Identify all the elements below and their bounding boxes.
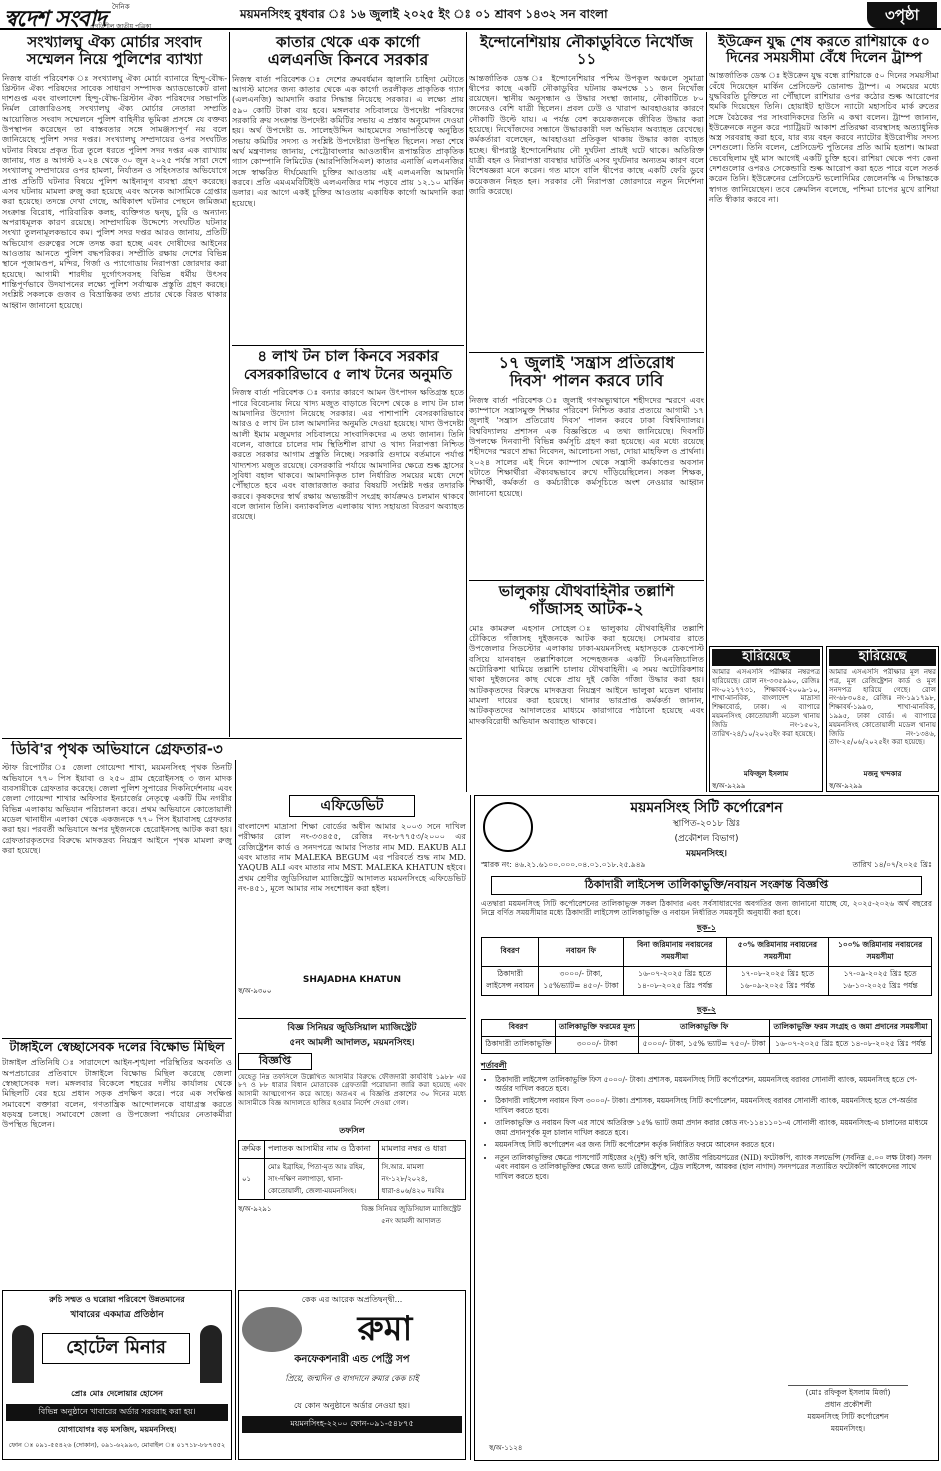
ad-address: ময়মনসিংহ-২২০০ ফোন-০৯১-৫৪৮৭৫ [242, 1416, 462, 1433]
table-cell: ৩০০০/- টাকা, ১৫%ভ্যাট= ৪৫০/- টাকা [539, 966, 624, 995]
hotel-name: হোটেল মিনার [42, 1333, 190, 1364]
ad-order: যে কোন অনুষ্ঠানে অর্ডার নেওয়া হয়। [294, 1401, 410, 1410]
article-indonesia-boat [469, 34, 704, 352]
col-header: ক্রমিক [239, 1140, 265, 1158]
ad-body: আমার এসএসসি পরীক্ষার মূল নম্বর পত্র, মূল রেজিষ্ট্রেশন কার্ড ও মূল সনদপত্র হারিয়ে গেছে। রোল নং-৬৮৩০৪৫, রেজিঃ নং-১৯১৭৯৮, শিক্ষাবর্ষ-১৯৯৩, শাখা-মানবিক, ১৯৯৫, ঢাকা বোর্ড। এ ব্যাপারে ময়মনসিংহ কোতোয়ালী মডেল থানায় জিডি নং-১৩৪৬, তাং-২৫/০৬/২০২৫ইং করা হয়েছে। [829, 667, 936, 747]
memo-number: স্মারক নং: ৪৬.২১.৬১০০.০০০.০৪.০১.০১৮.২৫.৯৪৯ [481, 860, 646, 869]
cake-icon [242, 1307, 302, 1352]
shop-name: রুমা [357, 1308, 413, 1349]
ad-lost-2 [826, 646, 939, 792]
headline: টাঙ্গাইলে স্বেচ্ছাসেবক দলের বিক্ষোভ মিছিল [9, 1040, 225, 1054]
renewal-table [481, 937, 932, 996]
court-signer: বিজ্ঞ সিনিয়র জুডিসিয়াল ম্যাজিস্ট্রেট ৫নং আমলী আদালত [361, 1204, 461, 1225]
ad-tagline-2: খাবারের একমাত্র প্রতিষ্ঠান [70, 1310, 164, 1320]
ad-hotel-minar [2, 1290, 232, 1460]
ad-tagline: রুচি সম্মত ও ঘরোয়া পরিবেশে উন্নতমানের [49, 1295, 185, 1304]
ad-affidavit [238, 795, 466, 1015]
table-row [482, 1036, 932, 1053]
column-header: নবায়ন ফি [539, 937, 624, 966]
table-row [482, 966, 932, 995]
column-header: বিবরণ [482, 937, 539, 966]
schedule-table [238, 1140, 466, 1200]
col-header: মামলার নম্বর ও ধারা [378, 1140, 465, 1158]
article-body: নিজস্ব বার্তা পরিবেশক ঃ বন্যার কারণে আমন উৎপাদন ক্ষতিগ্রস্ত হতে পারে বিবেচনায় নিয়ে খাদ্য মজুত বাড়াতে বিদেশ থেকে ৪ লাখ টন চাল আমদানির উদ্যোগ নিয়েছে সরকার। এর পাশাপাশি বেসরকারিভাবে আরও ৫ লাখ টন চাল আমদানির অনুমতি দেওয়া হয়েছে। খাদ্য উপদেষ্টা আলী ইমাম মজুমদার সচিবালয়ে সাংবাদিকদের এ তথ্য জানান। তিনি বলেন, বাজারে চালের দাম স্থিতিশীল রাখা ও খাদ্য নিরাপত্তা নিশ্চিত করতে সরকার আগাম প্রস্তুতি নিচ্ছে। সরকারি গুদামে বর্তমানে পর্যাপ্ত খাদ্যশস্য মজুত রয়েছে। বেসরকারি পর্যায়ে আমদানির ক্ষেত্রে শুল্ক হ্রাসের সুবিধা বহাল থাকবে। আমদানিকৃত চাল নির্ধারিত সময়ের মধ্যে দেশে পৌঁছাতে হবে এবং বাজারজাত করার বিষয়টি সংশ্লিষ্ট দপ্তর তদারকি করবে। কৃষকদের স্বার্থ রক্ষায় অভ্যন্তরীণ সংগ্রহ কার্যক্রমও চলমান থাকবে বলে জানান তিনি। বন্যাকবলিত এলাকায় খাদ্য সহায়তা বিতরণ অব্যাহত রয়েছে। [232, 387, 464, 522]
article-db-arrests [2, 741, 232, 1036]
org-dept: (প্রকৌশল বিভাগ) [674, 834, 739, 845]
headline: ইউক্রেন যুদ্ধ শেষ করতে রাশিয়াকে ৫০ [718, 34, 930, 50]
ad-title: এফিডেভিট [289, 795, 415, 817]
table-1-label: ছক-১ [697, 922, 716, 932]
column-header: তালিকাভুক্তি ফরম সংগ্রহ ও জমা প্রদানের সময়সীমা [770, 1019, 932, 1036]
headline: কাতার থেকে এক কার্গো [276, 34, 420, 51]
ad-title: হারিয়েছে [829, 649, 936, 666]
article-body: আন্তর্জাতিক ডেস্ক ঃ ইউক্রেন যুদ্ধ বন্ধে রাশিয়াকে ৫০ দিনের সময়সীমা বেঁধে দিয়েছেন মার্কিন প্রেসিডেন্ট ডোনাল্ড ট্রাম্প। এ সময়ের মধ্যে যুদ্ধবিরতি চুক্তিতে না পৌঁছালে রাশিয়ার ওপর কঠোর শুল্ক আরোপের হুমকি দিয়েছেন তিনি। হোয়াইট হাউসে ন্যাটো মহাসচিব মার্ক রুতের সঙ্গে বৈঠকের পর সাংবাদিকদের তিনি এ কথা বলেন। ট্রাম্প জানান, ইউক্রেনকে নতুন করে প্যাট্রিয়ট আকাশ প্রতিরক্ষা ব্যবস্থাসহ অত্যাধুনিক অস্ত্র সরবরাহ করা হবে, যার ব্যয় বহন করবে ন্যাটোর ইউরোপীয় সদস্য দেশগুলো। তিনি বলেন, প্রেসিডেন্ট পুতিনের প্রতি আমি হতাশ। আমরা ভেবেছিলাম দুই মাস আগেই একটি চুক্তি হবে। রাশিয়া থেকে পণ্য কেনা দেশগুলোর ওপরও সেকেন্ডারি শুল্ক আরোপ করা হতে পারে বলে সতর্ক করেন তিনি। ইউক্রেনের প্রেসিডেন্ট ভলোদিমির জেলেনস্কি এ সিদ্ধান্তকে স্বাগত জানিয়েছেন। তবে ক্রেমলিন বলেছে, পশ্চিমা চাপের মুখে রাশিয়া নতি স্বীকার করবে না। [709, 70, 939, 205]
enlistment-table [481, 1019, 932, 1054]
ad-quote: প্রিয়ে, জন্মদিন ও বাগদানে রুমার কেক চাই [285, 1374, 419, 1383]
court-title: বিজ্ঞ সিনিয়র জুডিসিয়াল ম্যাজিস্ট্রেট [287, 1023, 417, 1033]
table-2-label: ছক-২ [697, 1004, 716, 1014]
article-police-statement [2, 34, 227, 734]
article-tangail-rally [2, 1040, 232, 1158]
headline: সংখ্যালঘু ঐক্য মোর্চার সংবাদ [27, 34, 202, 51]
newspaper-logo: স্বদেশ সংবাদ [4, 6, 106, 30]
court-address: ৫নং আমলী আদালত, ময়মনসিংহ। [289, 1038, 415, 1048]
notice-label: বিজ্ঞপ্তি [238, 1053, 312, 1070]
column-header: তালিকাভুক্তি ফরমের মূল্য [555, 1019, 639, 1036]
ad-ref: স্ব/অ-৯৩০০ [238, 987, 272, 996]
column-header: ৫০% জরিমানায় নবায়নের সময়সীমা [726, 937, 829, 966]
notice-city-corporation [474, 795, 939, 1461]
signer-city: ময়মনসিংহ। [830, 1424, 866, 1433]
article-bhaluka-arrest [469, 583, 704, 791]
ad-phone: ফোন ঃ ০৯১-৫৫৪২৬ (দোকান), ০৯১-৬২৯৯৩, মোবাইল ঃ ০১৭১৮-৮৮৭৫৫২ [8, 1441, 226, 1449]
ad-tagline: কেক এর আরেক অপ্রতিদ্বন্দ্বী... [301, 1295, 403, 1304]
conditions-title: শর্তাবলী [481, 1060, 507, 1070]
shop-sub: কনফেকশনারী এন্ড পেস্ট্রি সপ [294, 1354, 410, 1365]
row-case: সি.আর. মামলা নং-১২৮/২০২৪, ধারা-৪০৬/৪২০ দঃবিঃ [378, 1158, 465, 1199]
ad-signer: SHAJADHA KHATUN [302, 975, 402, 986]
headline-2: সম্মেলন নিয়ে পুলিশের ব্যাখ্যা [26, 50, 203, 69]
ad-lost-1 [709, 646, 823, 792]
column-header: বিনা জরিমানায় নবায়নের সময়সীমা [623, 937, 726, 966]
headline-2: দিনের সময়সীমা বেঁধে দিলেন ট্রাম্প [726, 50, 922, 67]
ad-ref: স্ব/অ-৯২৯৯ [829, 781, 863, 790]
headline: ৪ লাখ টন চাল কিনবে সরকার [257, 348, 439, 365]
ad-ref: স্ব/অ-৯২৯৯ [712, 781, 746, 790]
article-body: মোঃ কামরুল এহসান সোহেল ঃ ভালুকায় যৌথবাহিনীর তল্লাশি চৌকিতে গাঁজাসহ দুইজনকে আটক করা হয়েছে। সোমবার রাতে উপজেলার সিডস্টোর এলাকায় ঢাকা-ময়মনসিংহ মহাসড়কে চেকপোস্ট বসিয়ে যানবাহন তল্লাশিকালে সন্দেহজনক একটি সিএনজিচালিত অটোরিকশা থামিয়ে তল্লাশি চালায় যৌথবাহিনী। এ সময় অটোরিকশায় থাকা দুইজনের কাছ থেকে প্রায় দুই কেজি গাঁজা উদ্ধার করা হয়। আটককৃতদের বিরুদ্ধে মাদকদ্রব্য নিয়ন্ত্রণ আইনে ভালুকা মডেল থানায় মামলা দায়ের করা হয়েছে। থানার ভারপ্রাপ্ত কর্মকর্তা জানান, আটককৃতদের আদালতের মাধ্যমে কারাগারে পাঠানো হয়েছে এবং মাদকবিরোধী অভিযান অব্যাহত থাকবে। [469, 622, 704, 726]
ad-address: যোগাযোগঃ বড় মসজিদ, ময়মনসিংহ। [57, 1425, 177, 1434]
minaret-left-icon [12, 1325, 34, 1383]
headline: ইন্দোনেশিয়ায় নৌকাডুবিতে নিখোঁজ ১১ [480, 34, 693, 69]
notice-ref: স্ব/অ-১১২৪ [489, 1444, 523, 1452]
condition-item: • ময়মনসিংহ সিটি কর্পোরেশন এর জন্য সিটি কর্পোরেশন কর্তৃক নির্ধারিত ফরমে আবেদন করতে হবে। [495, 1140, 932, 1149]
headline-2: বেসরকারিভাবে ৫ লাখ টনের অনুমতি [243, 367, 453, 384]
ad-court-notice [238, 1020, 466, 1236]
schedule-title: তফসিল [339, 1125, 365, 1135]
ad-body: বাংলাদেশ মাদ্রাসা শিক্ষা বোর্ডের অধীন আমার ২০০৩ সনে দাখিল পরীক্ষার রোল নং-৩৩৪৫৫, রেজিঃ নং-৮৭৭৫৩/২০০০ এর রেজিষ্ট্রেশন কার্ড ও সনদপত্রে আমার পিতার নাম MD. EAKUB ALI এবং মাতার নাম MALEKA BEGUM এর পরিবর্তে শুদ্ধ নাম MD. YAQUB ALI এবং মাতার নাম MST. MALEKA KHATUN হইবে। প্রথম শ্রেণীর জুডিসিয়াল ম্যাজিস্ট্রেট আদালত ময়মনসিংহে এফিডেভিট নং-৪৫১, মূলে আমার নাম সংশোধন করা হইল। [238, 821, 466, 894]
page-number: ৩পৃষ্ঠা [867, 2, 937, 28]
column-header: বিবরণ [482, 1019, 556, 1036]
condition-item: • ঠিকাদারী লাইসেন্স তালিকাভুক্তি ফিস ৫০০০/- টাকা। প্রশাসক, ময়মনসিংহ সিটি কর্পোরেশন, ময়মনসিংহ বরাবর সোনালী ব্যাংক, ময়মনসিংহ হতে পে-অর্ডার দাখিল করতে হবে। [495, 1075, 932, 1094]
signer-name: (মোঃ রফিকুল ইসলাম মির্জা) [805, 1388, 891, 1397]
org-name: ময়মনসিংহ সিটি কর্পোরেশন [630, 800, 783, 816]
table-cell: ১৭-০৯-২০২৫ খ্রিঃ হতে ১৬-১০-২০২৫ খ্রিঃ পর্যন্ত [829, 966, 932, 995]
table-cell: ঠিকাদারী লাইসেন্স নবায়ন [482, 966, 539, 995]
article-body: আন্তর্জাতিক ডেস্ক ঃ ইন্দোনেশিয়ার পশ্চিম উপকূল অঞ্চলে সুমাত্রা দ্বীপের কাছে একটি নৌকাডুবির ঘটনায় কমপক্ষে ১১ জন নিখোঁজ রয়েছেন। স্থানীয় অনুসন্ধান ও উদ্ধার সংস্থা জানায়, নৌকাটিতে ৮০ জনেরও বেশি যাত্রী ছিলেন। প্রবল ঢেউ ও খারাপ আবহাওয়ার কারণে নৌকাটি উল্টে যায়। এ পর্যন্ত বেশ কয়েকজনকে জীবিত উদ্ধার করা হয়েছে। নিখোঁজদের সন্ধানে উদ্ধারকারী দল অভিযান অব্যাহত রেখেছে। কর্মকর্তারা বলেছেন, আবহাওয়া প্রতিকূল থাকায় উদ্ধার কাজ ব্যাহত হচ্ছে। দ্বীপরাষ্ট্র ইন্দোনেশিয়ায় নৌ দুর্ঘটনা প্রায়ই ঘটে থাকে। অতিরিক্ত যাত্রী বহন ও নিরাপত্তা ব্যবস্থার ঘাটতি এসব দুর্ঘটনার অন্যতম কারণ বলে বিশেষজ্ঞরা মনে করেন। গত মাসে বালি দ্বীপের কাছে একটি ফেরি ডুবে কয়েকজন নিহত হন। সরকার নৌ নিরাপত্তা জোরদারে নতুন নির্দেশনা জারি করেছে। [469, 72, 704, 197]
article-lng-purchase [232, 34, 464, 344]
table-cell: ৫০০০/- টাকা, ১৫% ভ্যাট= ৭৫০/- টাকা [639, 1036, 770, 1053]
row-no: ০১ [239, 1158, 265, 1199]
org-city: ময়মনসিংহ। [685, 849, 727, 860]
col-header: পলাতক আসামীর নাম ও ঠিকানা [265, 1140, 379, 1158]
conditions-list [481, 1075, 932, 1182]
headline: ১৭ জুলাই 'সন্ত্রাস প্রতিরোধ [498, 354, 675, 372]
ad-ruma-confectionery [238, 1290, 466, 1460]
condition-item: • তালিকাভুক্তি ও নবায়ন ফিস এর সাথে অতিরিক্ত ১৫% ভ্যাট জমা প্রদান করার কোড নং-১১৪১১০১-এ সোনালী ব্যাংক, ময়মনসিংহ-এ চালানের মাধ্যমে জমা প্রদানপূর্বক মূল চালান দাখিল করতে হবে। [495, 1118, 932, 1137]
headline-2: দিবস' পালন করবে ঢাবি [509, 371, 664, 391]
notice-date: তারিখ ১৪/০৭/২০২৫ খ্রিঃ [852, 860, 932, 869]
table-cell: ১৬-০৭-২০২৫ খ্রিঃ হতে ১৪-০৮-২০২৫ খ্রিঃ পর্যন্ত [623, 966, 726, 995]
headline-2: গাঁজাসহ আটক-২ [529, 599, 644, 619]
article-trump-ukraine [709, 34, 939, 644]
signature-mark [788, 1363, 908, 1386]
article-body: স্টাফ রিপোর্টার ঃ জেলা গোয়েন্দা শাখা, ময়মনসিংহ পৃথক তিনটি অভিযানে ৭৭০ পিস ইয়াবা ও ২৫০ গ্রাম হেরোইনসহ ৩ জন মাদক ব্যবসায়ীকে গ্রেফতার করেছে। জেলা পুলিশ সুপারের দিকনির্দেশনায় এবং জেলা গোয়েন্দা শাখার অফিসার ইনচার্জের নেতৃত্বে একটি টিম নগরীর বিভিন্ন এলাকায় অভিযান পরিচালনা করে। প্রথম অভিযানে কোতোয়ালী মডেল থানাধীন এলাকা থেকে একজনকে ৭৭০ পিস ইয়াবাসহ গ্রেফতার করা হয়। পরবর্তী অভিযানে অপর দুইজনকে হেরোইনসহ আটক করা হয়। গ্রেফতারকৃতদের বিরুদ্ধে মাদকদ্রব্য নিয়ন্ত্রণ আইনে পৃথক মামলা রুজু করা হয়েছে। [2, 762, 232, 855]
headline: ভালুকায় যৌথবাহিনীর তল্লাশি [498, 583, 675, 600]
ad-body: আমার এসএসসি পরীক্ষার নম্বরপত্র হারিয়েছে। রোল নং-৩৩৫৯৯০, রেজিঃ নং-০২১৭৭৩১, শিক্ষাবর্ষ-২০০৯-১০, শাখা-মানবিক, বাংলাদেশ মাদ্রাসা শিক্ষাবোর্ড, ঢাকা। এ ব্যাপারে ময়মনসিংহ কোতোয়ালী মডেল থানায় জিডি নং-১৫০২, তারিখ-২৪/১০/২০২৫ইং করা হয়েছে। [712, 667, 820, 738]
table-cell: ১৬-০৭-২০২৫ খ্রিঃ হতে ১৪-০৮-২০২৫ খ্রিঃ পর্যন্ত [770, 1036, 932, 1053]
masthead-tag: দৈনিক [112, 3, 130, 11]
table-cell: ঠিকাদারী তালিকাভুক্তি [482, 1036, 556, 1053]
article-body: নিজস্ব বার্তা পরিবেশক ঃ দেশের ক্রমবর্ধমান জ্বালানি চাহিদা মেটাতে আগস্ট মাসের জন্য কাতার থেকে এক কার্গো তরলীকৃত প্রাকৃতিক গ্যাস (এলএনজি) আমদানি করার সিদ্ধান্ত নিয়েছে সরকার। এ লক্ষ্যে প্রায় ৫৯০ কোটি টাকা ব্যয় হবে। মঙ্গলবার সচিবালয়ে উপদেষ্টা পরিষদের সরকারি ক্রয় সংক্রান্ত উপদেষ্টা কমিটির সভায় এ প্রস্তাব অনুমোদন দেওয়া হয়। অর্থ উপদেষ্টা ড. সালেহউদ্দিন আহমেদের সভাপতিত্বে অনুষ্ঠিত সভায় কমিটির সদস্য ও সংশ্লিষ্ট উপদেষ্টারা উপস্থিত ছিলেন। সভা শেষে অর্থ মন্ত্রণালয় জানায়, পেট্রোবাংলার আওতাধীন রূপান্তরিত প্রাকৃতিক গ্যাস কোম্পানি লিমিটেড (আরপিজিসিএল) কাতার এনার্জি এলএনজির সঙ্গে স্বাক্ষরিত দীর্ঘমেয়াদি চুক্তির আওতায় এই এলএনজি আমদানি করবে। প্রতি এমএমবিটিইউ এলএনজির দাম পড়বে প্রায় ১২.১০ মার্কিন ডলার। এর আগে একই চুক্তির আওতায় একাধিক কার্গো আমদানি করা হয়েছে। [232, 73, 464, 208]
condition-item: • ঠিকাদারী লাইসেন্স নবায়ন ফিস ৩০০০/- টাকা। প্রশাসক, ময়মনসিংহ সিটি কর্পোরেশন, ময়মনসিংহ বরাবর সোনালী ব্যাংক, ময়মনসিংহ হতে পে-অর্ডার দাখিল করতে হবে। [495, 1096, 932, 1115]
dateline: ময়মনসিংহ বুধবার ঃ ১৬ জুলাই ২০২৫ ইং ঃ ০১ শ্রাবণ ১৪৩২ সন বাংলা [240, 7, 608, 21]
row-name: মোঃ ইব্রাহিম, পিতা-মৃত আঃ রহিম, সাং-দক্ষিণ নলাপাড়া, থানা-কোতোয়ালী, জেলা-ময়মনসিংহ। [265, 1158, 379, 1199]
ad-title: হারিয়েছে [712, 649, 820, 666]
condition-item: • নতুন তালিকাভুক্তির ক্ষেত্রে পাসপোর্ট সাইজের ২(দুই) কপি ছবি, জাতীয় পরিচয়পত্রের (NID) ফটোকপি, ব্যাংক সলভেন্সি (সর্বনিম্ন ৫.০০ লক্ষ টাকা) সনদ এবং নবায়ন ও তালিকাভুক্তির ক্ষেত্রে জন্য ভ্যাট রেজিষ্ট্রেশন, ট্রেড লাইসেন্স, আয়কর (হাল নাগাদ) সনদপত্রের সত্যায়িত ফটোকপি আবেদনের সাথে দাখিল করতে হবে। [495, 1153, 932, 1181]
article-body: টাঙ্গাইল প্রতিনিধি ঃ সারাদেশে আইন-শৃঙ্খলা পরিস্থিতির অবনতি ও অপপ্রচারের প্রতিবাদে টাঙ্গাইলে বিক্ষোভ মিছিল করেছে জেলা স্বেচ্ছাসেবক দল। মঙ্গলবার বিকেলে শহরের দলীয় কার্যালয় থেকে মিছিলটি বের হয়ে প্রধান সড়ক প্রদক্ষিণ করে। পরে এক সংক্ষিপ্ত সমাবেশে বক্তারা বলেন, গণতান্ত্রিক আন্দোলনকে বাধাগ্রস্ত করতে ষড়যন্ত্র চলছে। সমাবেশে জেলা ও উপজেলা পর্যায়ের নেতাকর্মীরা উপস্থিত ছিলেন। [2, 1057, 232, 1130]
article-body: নিজস্ব বার্তা পরিবেশক ঃ জুলাই গণঅভ্যুত্থানে শহীদদের স্মরণে এবং ক্যাম্পাসে সন্ত্রাসমুক্ত শিক্ষার পরিবেশ নিশ্চিত করার প্রত্যয়ে আগামী ১৭ জুলাই 'সন্ত্রাস প্রতিরোধ দিবস' পালন করবে ঢাকা বিশ্ববিদ্যালয়। বিশ্ববিদ্যালয় প্রশাসন এক বিজ্ঞপ্তিতে এ তথ্য জানিয়েছে। দিবসটি উপলক্ষে দিনব্যাপী বিভিন্ন কর্মসূচি গ্রহণ করা হয়েছে। এর মধ্যে রয়েছে শহীদদের স্মরণে শ্রদ্ধা নিবেদন, আলোচনা সভা, দোয়া মাহফিল ও প্রার্থনা। ২০২৪ সালের এই দিনে ক্যাম্পাস থেকে সন্ত্রাসী কর্মকাণ্ডের অবসান ঘটাতে শিক্ষার্থীরা ঐক্যবদ্ধভাবে রুখে দাঁড়িয়েছিলেন। সকল শিক্ষক, শিক্ষার্থী, কর্মকর্তা ও কর্মচারীকে কর্মসূচিতে অংশ নেওয়ার আহ্বান জানানো হয়েছে। [469, 394, 704, 498]
column-header: ১০০% জরিমানায় নবায়নের সময়সীমা [829, 937, 932, 966]
headline: ডিবি'র পৃথক অভিযানে গ্রেফতার-৩ [11, 741, 223, 758]
ad-name: মফিজুল ইসলাম [743, 769, 789, 778]
article-du-terror-day [469, 354, 704, 579]
seal-icon [483, 802, 533, 852]
proprietor: প্রোঃ মোঃ দেলোয়ার হোসেন [71, 1389, 163, 1398]
notice-intro: এতদ্বারা ময়মনসিংহ সিটি কর্পোরেশনের তালিকাভুক্ত সকল ঠিকাদার এবং সর্বসাধারণের অবগতির জন্য জানানো যাচ্ছে যে, ২০২৫-২০২৬ অর্থ বছরের নিম্নে বর্ণিত সময়সীমার মধ্যে ঠিকাদারী লাইসেন্স তালিকাভুক্তি ও নবায়ন নির্ধারিত সময়সূচী অনুযায়ী করা হবে। [481, 898, 932, 918]
masthead-sub: প্রগতিশীল জাতীয় পত্রিকা [90, 23, 152, 30]
org-est: স্থাপিত-২০১৮ খ্রিঃ [672, 819, 741, 830]
ad-body: যেহেতু নিম্ন তফসিলে উল্লেখিত আসামীর বিরুদ্ধে ফৌজদারী কার্যবিধি ১৯৮৮ এর ৮৭ ও ৮৮ ধারার বিধান মোতাবেক গ্রেফতারী পরোয়ানা জারি করা হয়েছে এবং আসামী আত্মগোপন করে আছে। অতএব এ বিজ্ঞপ্তি প্রকাশের ৩০ দিনের মধ্যে আসামীকে বিজ্ঞ আদালতে হাজির হওয়ার নির্দেশ দেওয়া গেল। [238, 1072, 466, 1108]
article-body: নিজস্ব বার্তা পরিবেশক ঃ সংখ্যালঘু ঐক্য মোর্চা ব্যানারে হিন্দু-বৌদ্ধ-খ্রিস্টান ঐক্য পরিষদের সাবেক সাধারণ সম্পাদক অ্যাডভোকেট রানা দাশগুপ্ত এবং বাংলাদেশ হিন্দু-বৌদ্ধ-খ্রিস্টান ঐক্য পরিষদের সভাপতি নির্মল রোজারিওসহ সংখ্যালঘু ঐক্য মোর্চার নেতারা সম্প্রতি আয়োজিত সংবাদ সম্মেলনে পুলিশ বাহিনীর ভূমিকা প্রসঙ্গে যে বক্তব্য উপস্থাপন করেছেন তা বাস্তবতার সঙ্গে সামঞ্জস্যপূর্ণ নয় বলে জানিয়েছে পুলিশ সদর দপ্তর। সংখ্যালঘু সম্প্রদায়ের ওপর সংঘটিত ঘটনার বিষয়ে প্রকৃত চিত্র তুলে ধরতে পুলিশ সদর দপ্তর এক ব্যাখ্যায় জানায়, গত ৪ আগস্ট ২০২৪ থেকে ৩০ জুন ২০২৫ পর্যন্ত সারা দেশে সংখ্যালঘু সম্প্রদায়ের ওপর হামলা, নির্যাতন ও সহিংসতার অভিযোগে প্রাপ্ত প্রতিটি ঘটনার বিষয়ে পুলিশ আইনানুগ ব্যবস্থা গ্রহণ করেছে। এসব ঘটনায় মামলা রুজু করা হয়েছে এবং অনেক আসামিকে গ্রেপ্তার করা হয়েছে। তদন্তে দেখা গেছে, অধিকাংশ ঘটনার পেছনে জমিজমা সংক্রান্ত বিরোধ, পারিবারিক কলহ, ব্যক্তিগত দ্বন্দ্ব, চুরি ও অন্যান্য অপরাধমূলক কারণ রয়েছে। সাম্প্রদায়িক উদ্দেশ্যে সংঘটিত ঘটনার সংখ্যা তুলনামূলকভাবে কম। পুলিশ সদর দপ্তর আরও জানায়, প্রতিটি অভিযোগ গুরুত্বের সঙ্গে তদন্ত করা হচ্ছে এবং দোষীদের আইনের আওতায় আনতে পুলিশ বদ্ধপরিকর। সম্প্রীতি রক্ষায় দেশের বিভিন্ন স্থানে পূজামণ্ডপ, মন্দির, গির্জা ও প্যাগোডায় নিরাপত্তা জোরদার করা হয়েছে। আগামী শারদীয় দুর্গোৎসবসহ বিভিন্ন ধর্মীয় উৎসব শান্তিপূর্ণভাবে উদযাপনের লক্ষ্যে পুলিশ সর্বাত্মক প্রস্তুতি গ্রহণ করছে। সংশ্লিষ্ট সকলকে গুজব ও বিভ্রান্তিকর তথ্য প্রচার থেকে বিরত থাকার আহ্বান জানানো হয়েছে। [2, 72, 227, 310]
headline-2: এলএনজি কিনবে সরকার [267, 50, 429, 70]
ad-name: মজনু খন্দকার [863, 769, 902, 778]
article-rice-import [232, 348, 464, 740]
table-cell: ১৭-০৮-২০২৫ খ্রিঃ হতে ১৬-০৯-২০২৫ খ্রিঃ পর্যন্ত [726, 966, 829, 995]
ad-ref: স্ব/অ-৯২৯১ [238, 1204, 272, 1213]
masthead [0, 0, 941, 30]
notice-title: ঠিকাদারী লাইসেন্স তালিকাভুক্তি/নবায়ন সংক্রান্ত বিজ্ঞপ্তি [491, 876, 922, 895]
minaret-right-icon [200, 1325, 222, 1383]
column-header: তালিকাভুক্তি ফি [639, 1019, 770, 1036]
signer-org: ময়মনসিংহ সিটি কর্পোরেশন [807, 1412, 889, 1421]
ad-service: বিভিন্ন অনুষ্ঠানে খাবারের অর্ডার সরবরাহ করা হয়। [6, 1404, 228, 1421]
table-cell: ৩০০০/- টাকা [555, 1036, 639, 1053]
signer-title: প্রধান প্রকৌশলী [824, 1400, 872, 1409]
